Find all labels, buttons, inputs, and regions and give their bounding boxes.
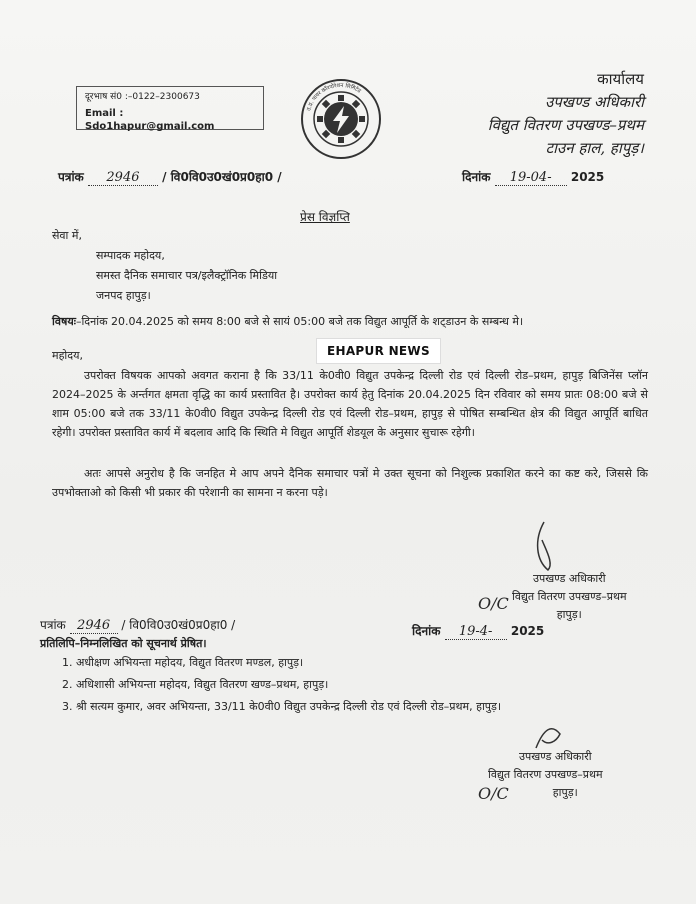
date-line bbox=[462, 168, 604, 186]
recipient-address bbox=[52, 226, 277, 306]
reference-line-2 bbox=[40, 616, 235, 634]
address-line: समस्त दैनिक समाचार पत्र/इलैक्ट्रॉनिक मिडिया bbox=[96, 269, 278, 282]
email-address: Email : Sdo1hapur@gmail.com bbox=[85, 108, 215, 132]
reference-line bbox=[58, 168, 282, 186]
reference-number: 2946 bbox=[70, 618, 118, 634]
office-line: उपखण्ड अधिकारी bbox=[545, 93, 644, 111]
date-handwritten: 19-4- bbox=[445, 624, 507, 640]
subject-text: –दिनांक 20.04.2025 को समय 8:00 बजे से सायं 05:00 बजे तक विद्युत आपूर्ति के शट्डाउन के सम्बन्ध मे। bbox=[75, 315, 524, 328]
company-seal-logo bbox=[300, 78, 382, 160]
office-line: विद्युत वितरण उपखण्ड–प्रथम bbox=[487, 116, 644, 134]
date-handwritten: 19-04- bbox=[495, 170, 567, 186]
list-item: 1. अधीक्षण अभियन्ता महोदय, विद्युत वितरण मण्डल, हापुड़। bbox=[76, 652, 696, 674]
office-line: टाउन हाल, हापुड़। bbox=[545, 139, 644, 157]
signatory-title: उपखण्ड अधिकारी bbox=[533, 572, 606, 585]
watermark-badge: EHAPUR NEWS bbox=[316, 338, 441, 364]
address-line: सम्पादक महोदय, bbox=[96, 249, 165, 262]
paragraph-2: अतः आपसे अनुरोध है कि जनहित मे आप अपने दैनिक समाचार पत्रों मे उक्त सूचना को निशुल्क प्रकाशित करने का कष्ट करे, जिससे कि उपभोक्ताओ को किसी भी प्रकार की परेशानी का सामना न करना पड़े। bbox=[52, 467, 648, 499]
signatory-place: हापुड़। bbox=[556, 608, 582, 621]
svg-text:उ.प्र. पावर कॉरपोरेशन लिमिटेड: उ.प्र. पावर कॉरपोरेशन लिमिटेड bbox=[306, 82, 362, 112]
address-line: सेवा में, bbox=[52, 229, 82, 242]
reference-suffix: / वि0वि0उ0खं0प्र0हा0 / bbox=[162, 170, 282, 184]
oc-initials: O/C bbox=[478, 784, 509, 803]
office-line: कार्यालय bbox=[597, 70, 644, 88]
address-line: जनपद हापुड़। bbox=[96, 289, 151, 302]
reference-number: 2946 bbox=[88, 170, 158, 186]
signatory-office: विद्युत वितरण उपखण्ड–प्रथम bbox=[488, 768, 603, 781]
signatory-title: उपखण्ड अधिकारी bbox=[519, 750, 592, 763]
date-year: 2025 bbox=[510, 624, 545, 638]
paragraph-1: उपरोक्त विषयक आपको अवगत कराना है कि 33/11 के0वी0 विद्युत उपकेन्द्र दिल्ली रोड एवं दिल्ली रोड–प्रथम, हापुड़ बिजिनेंस प्लॉन 2024–2025 के अर्न्तगत क्षमता वृद्धि का कार्य प्रस्तावित है। उपरोक्त कार्य हेतु दिनांक 20.04.2025 दिन रविवार को समय प्रातः 08:00 बजे से शाम 05:00 बजे तक 33/11 के0वी0 विद्युत उपकेन्द्र दिल्ली रोड एवं दिल्ली रोड–प्रथम, हापुड़ से पोषित सम्बन्धित क्षेत्र की विद्युत आपूर्ति बाधित रहेगी। उपरोक्त प्रस्तावित कार्य में बदलाव आदि कि स्थिति मे विद्युत आपूर्ति शेडयूल के अनुसार सुचारू रहेगी। bbox=[52, 369, 648, 439]
date-line-2 bbox=[412, 622, 544, 640]
subject-label: विषयः bbox=[52, 315, 76, 328]
date-label: दिनांक bbox=[462, 170, 491, 184]
list-item: 3. श्री सत्यम कुमार, अवर अभियन्ता, 33/11 के0वी0 विद्युत उपकेन्द्र दिल्ली रोड एवं दिल्ली रोड–प्रथम, हापुड़। bbox=[76, 696, 696, 718]
list-item: 2. अधिशासी अभियन्ता महोदय, विद्युत वितरण खण्ड–प्रथम, हापुड़। bbox=[76, 674, 696, 696]
reference-suffix: / वि0वि0उ0खं0प्र0हा0 / bbox=[121, 618, 236, 632]
phone-number: दूरभाष सं0 :–0122–2300673 bbox=[85, 92, 200, 102]
signatory-place: हापुड़। bbox=[552, 786, 578, 799]
office-address bbox=[488, 68, 644, 160]
document-title: प्रेस विज्ञप्ति bbox=[300, 210, 350, 224]
oc-initials: O/C bbox=[478, 594, 509, 613]
copy-list bbox=[54, 652, 696, 718]
contact-box bbox=[76, 86, 264, 130]
signature-block-1 bbox=[512, 570, 627, 624]
subject-line bbox=[52, 314, 652, 329]
signatory-office: विद्युत वितरण उपखण्ड–प्रथम bbox=[512, 590, 627, 603]
salutation: महोदय, bbox=[52, 349, 83, 362]
reference-label: पत्रांक bbox=[40, 618, 66, 632]
date-label: दिनांक bbox=[412, 624, 441, 638]
copy-heading: प्रतिलिपि–निम्नलिखित को सूचनार्थ प्रेषित। bbox=[40, 637, 207, 650]
reference-label: पत्रांक bbox=[58, 170, 84, 184]
date-year: 2025 bbox=[570, 170, 605, 184]
